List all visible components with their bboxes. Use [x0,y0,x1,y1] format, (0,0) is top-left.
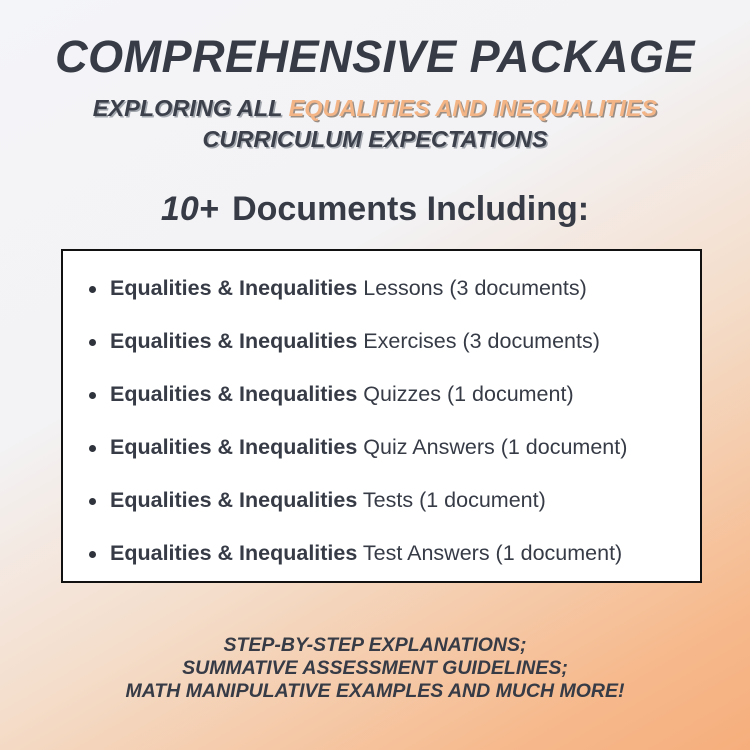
subtitle-line-2: CURRICULUM EXPECTATIONS [202,126,548,152]
list-item-bold: Equalities & Inequalities [110,488,358,512]
footer-line-2: SUMMATIVE ASSESSMENT GUIDELINES; [182,657,568,679]
list-item-detail: Quizzes (1 document) [357,382,574,406]
list-item-detail: Exercises (3 documents) [357,329,600,353]
list-item-detail: Lessons (3 documents) [357,276,587,300]
page-title: COMPREHENSIVE PACKAGE [55,31,695,82]
bullet-icon [89,392,96,399]
subtitle-line-1 [0,93,750,123]
list-item-bold: Equalities & Inequalities [110,541,358,565]
documents-list-box [61,249,702,583]
documents-count: 10+ [160,190,219,228]
footer-line-1: STEP-BY-STEP EXPLANATIONS; [223,634,527,656]
subtitle-highlight: EQUALITIES AND INEQUALITIES [288,95,658,121]
subtitle-prefix: EXPLORING ALL [92,95,289,121]
documents-heading [0,188,750,230]
list-item-bold: Equalities & Inequalities [110,276,358,300]
list-item-text [110,326,600,356]
list-item-text [110,273,587,303]
list-item-text [110,432,627,462]
list-item-text [110,379,574,409]
list-item-bold: Equalities & Inequalities [110,329,358,353]
list-item-text [110,538,622,568]
list-item-text [110,485,546,515]
list-item-bold: Equalities & Inequalities [110,435,358,459]
footer-line-3: MATH MANIPULATIVE EXAMPLES AND MUCH MORE! [125,680,625,702]
list-item-detail: Test Answers (1 document) [357,541,623,565]
list-item-detail: Tests (1 document) [357,488,546,512]
list-item-detail: Quiz Answers (1 document) [357,435,628,459]
bullet-icon [89,339,96,346]
bullet-icon [89,286,96,293]
bullet-icon [89,445,96,452]
bullet-icon [89,551,96,558]
bullet-icon [89,498,96,505]
documents-heading-text: Documents Including: [232,190,590,228]
list-item-bold: Equalities & Inequalities [110,382,358,406]
